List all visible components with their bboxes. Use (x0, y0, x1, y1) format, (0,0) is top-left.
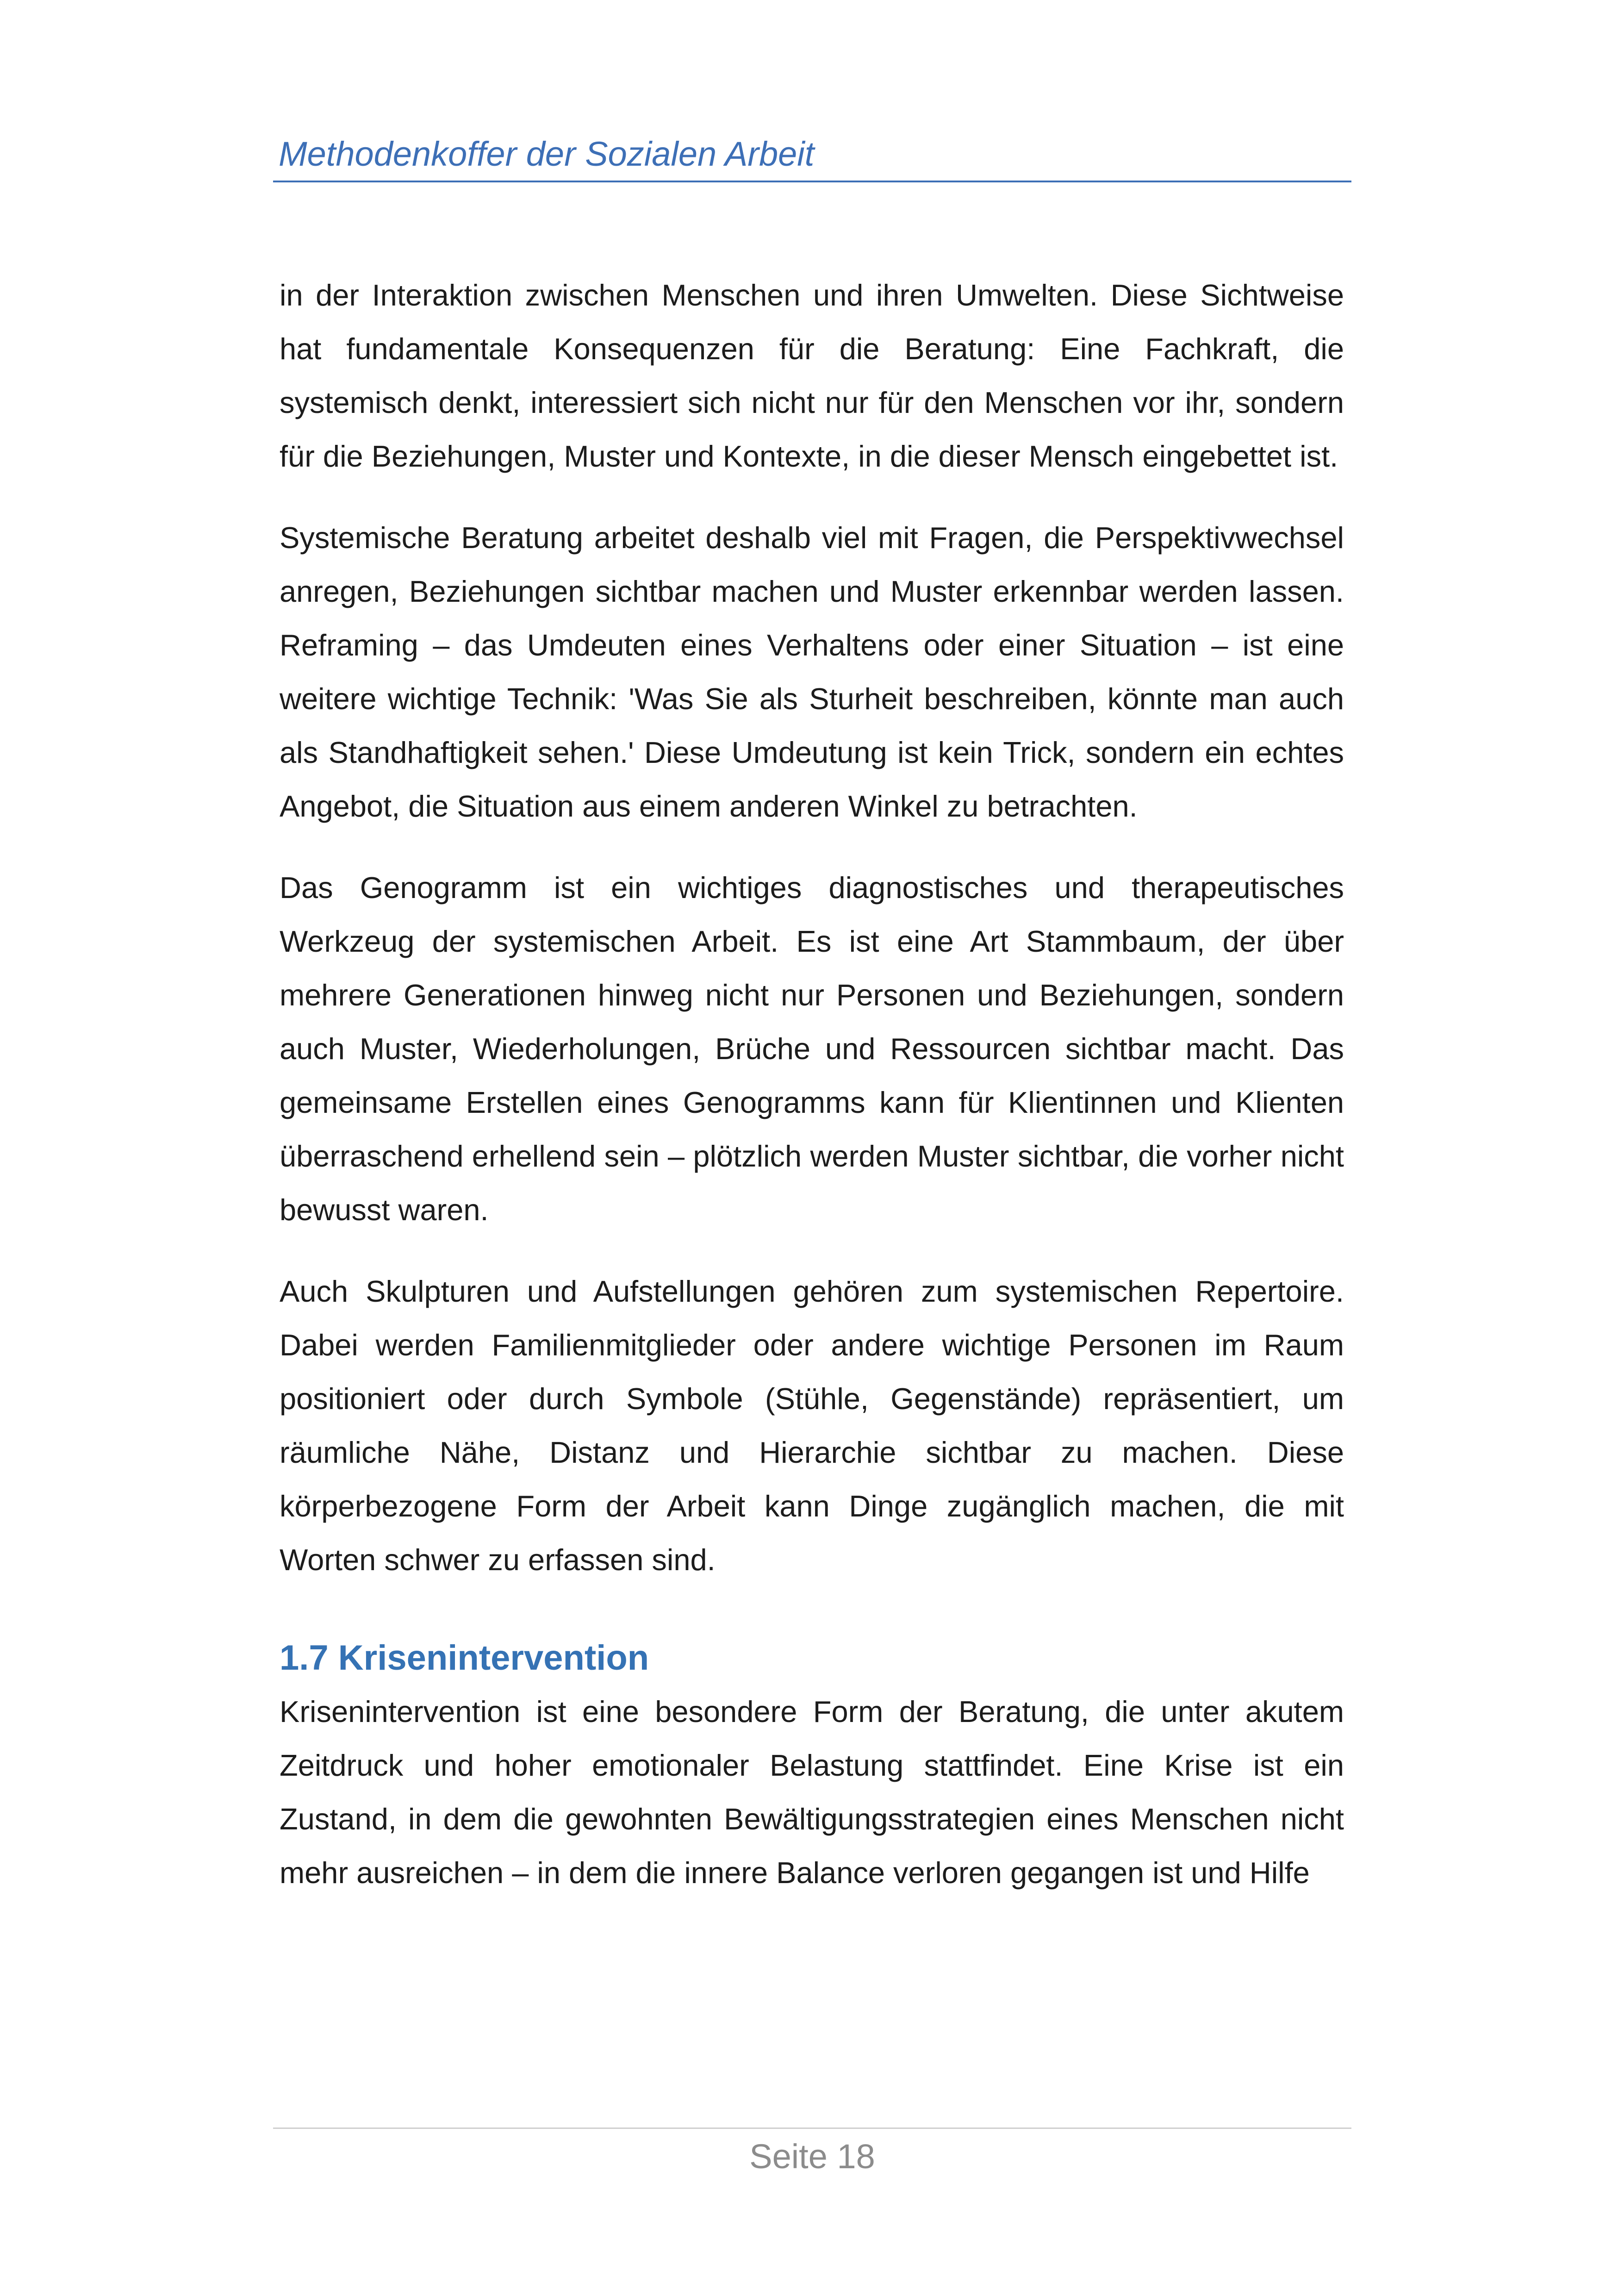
page-content (280, 268, 1344, 1928)
page-header (273, 134, 1351, 182)
page-footer (273, 2128, 1351, 2177)
body-paragraph: in der Interaktion zwischen Menschen und ihren Umwelten. Diese Sichtweise hat fundamentale Konsequenzen für die Beratung: Eine Fachkraft, die systemisch denkt, interessiert sich nicht nur für den Menschen vor ihr, sondern für die Beziehungen, Muster und Kontexte, in die dieser Mensch eingebettet ist. (280, 278, 1344, 473)
running-title: Methodenkoffer der Sozialen Arbeit (279, 135, 815, 173)
section-paragraph: Krisenintervention ist eine besondere Form der Beratung, die unter akutem Zeitdruck und hoher emotionaler Belastung stattfindet. Eine Krise ist ein Zustand, in dem die gewohnten Bewältigungsstrategien eines Menschen nicht mehr ausreichen – in dem die innere Balance verloren gegangen ist und Hilfe (280, 1695, 1344, 1890)
section-heading: 1.7 Krisenintervention (280, 1638, 649, 1678)
body-paragraph: Das Genogramm ist ein wichtiges diagnostisches und therapeutisches Werkzeug der systemischen Arbeit. Es ist eine Art Stammbaum, der über mehrere Generationen hinweg nicht nur Personen und Beziehungen, sondern auch Muster, Wiederholungen, Brüche und Ressourcen sichtbar macht. Das gemeinsame Erstellen eines Genogramms kann für Klientinnen und Klienten überraschend erhellend sein – plötzlich werden Muster sichtbar, die vorher nicht bewusst waren. (280, 871, 1344, 1227)
body-paragraph: Systemische Beratung arbeitet deshalb viel mit Fragen, die Perspektivwechsel anregen, Beziehungen sichtbar machen und Muster erkennbar werden lassen. Reframing – das Umdeuten eines Verhaltens oder einer Situation – ist eine weitere wichtige Technik: 'Was Sie als Sturheit beschreiben, könnte man auch als Standhaftigkeit sehen.' Diese Umdeutung ist kein Trick, sondern ein echtes Angebot, die Situation aus einem anderen Winkel zu betrachten. (280, 521, 1344, 823)
body-paragraph: Auch Skulpturen und Aufstellungen gehören zum systemischen Repertoire. Dabei werden Familienmitglieder oder andere wichtige Personen im Raum positioniert oder durch Symbole (Stühle, Gegenstände) repräsentiert, um räumliche Nähe, Distanz und Hierarchie sichtbar zu machen. Diese körperbezogene Form der Arbeit kann Dinge zugänglich machen, die mit Worten schwer zu erfassen sind. (280, 1274, 1344, 1577)
page-number: Seite 18 (749, 2137, 875, 2176)
